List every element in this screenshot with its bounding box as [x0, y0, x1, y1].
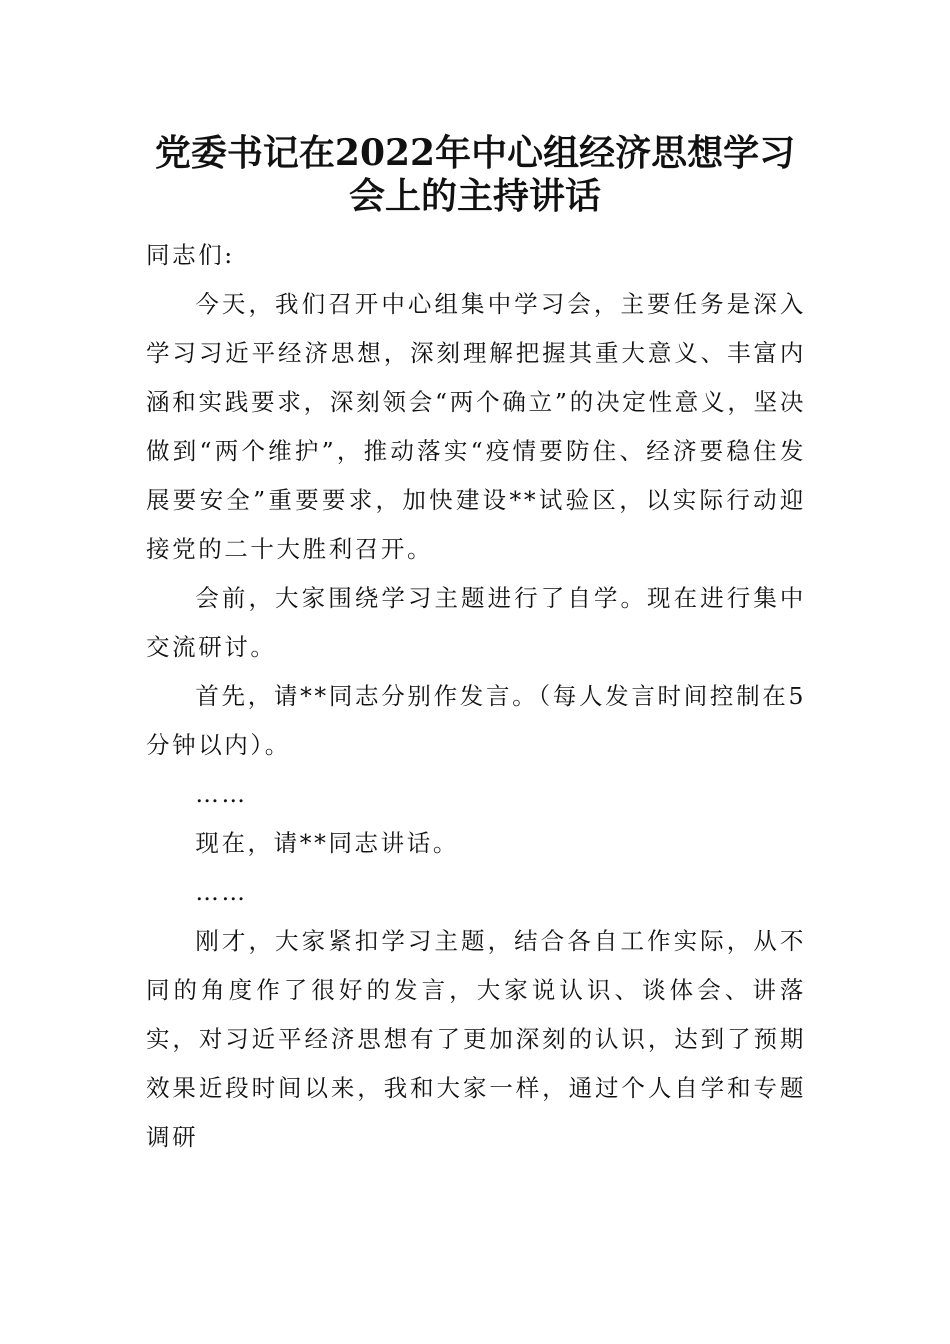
ellipsis-1: …… — [195, 780, 248, 808]
paragraph-speeches: 首先，请**同志分别作发言。（每人发言时间控制在5分钟以内）。 — [146, 682, 806, 759]
salutation: 同志们: — [146, 241, 235, 269]
paragraph-meeting-purpose: 今天，我们召开中心组集中学习会，主要任务是深入学习习近平经济思想，深刻理解把握其重大意义、丰富内涵和实践要求，深刻领会“两个确立”的决定性意义，坚决做到“两个维护”，推动落实“疫情要防住、经济要稳住发展要安全”重要要求，加快建设**试验区，以实际行动迎接党的二十大胜利召开。 — [146, 290, 806, 563]
document-title-line-2: 会上的主持讲话 — [348, 175, 601, 217]
document-body — [146, 231, 806, 1162]
document-title-line-1: 党委书记在2022年中心组经济思想学习 — [154, 132, 796, 174]
paragraph-summary: 刚才，大家紧扣学习主题，结合各自工作实际，从不同的角度作了很好的发言，大家说认识、谈体会、讲落实，对习近平经济思想有了更加深刻的认识，达到了预期效果近段时间以来，我和大家一样，通过个人自学和专题调研 — [146, 927, 806, 1151]
ellipsis-2: …… — [195, 878, 248, 906]
paragraph-invite-speech: 现在，请**同志讲话。 — [195, 829, 459, 857]
paragraph-self-study: 会前，大家围绕学习主题进行了自学。现在进行集中交流研讨。 — [146, 584, 806, 661]
